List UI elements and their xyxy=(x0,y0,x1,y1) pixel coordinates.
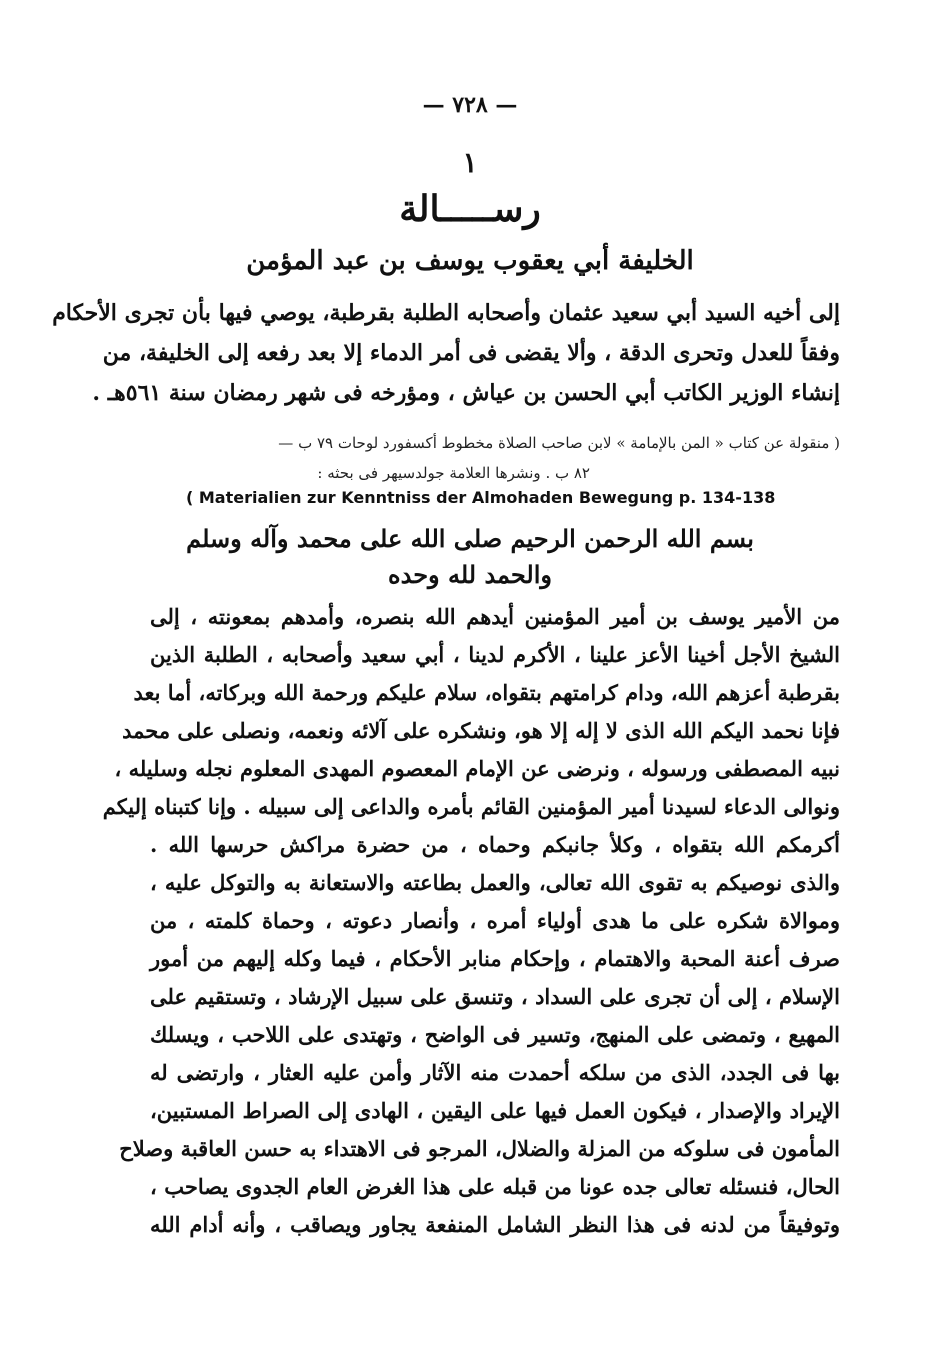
page-number: — ٧٢٨ — xyxy=(422,92,518,118)
document-number: ١ xyxy=(462,146,478,179)
summary-line: إنشاء الوزير الكاتب أبي الحسن بن عياش ، ومؤرخه فى شهر رمضان سنة ٥٦١هـ . xyxy=(92,380,840,406)
body-line: بقرطبة أعزهم الله، ودام كرامتهم بتقواه، سلام عليكم ورحمة الله وبركاته، أما بعد xyxy=(133,680,840,705)
body-line: ونوالى الدعاء لسيدنا أمير المؤمنين القائم بأمره والداعى إلى سبيله . وإنا كتبناه إليكم xyxy=(102,794,840,819)
body-line: المهيع ، وتمضى على المنهج، وتسير فى الواضح ، وتهتدى على اللاحب ، ويسلك xyxy=(150,1022,840,1047)
body-line: المأمون فى سلوكه من المزلة والضلال، المرجو فى الاهتداء به حسن العاقبة وصلاح xyxy=(119,1136,840,1161)
body-line: نبيه المصطفى ورسوله ، ونرضى عن الإمام المعصوم المهدى المعلوم نجله وسليله ، xyxy=(114,756,840,781)
body-line: الحال، فنسئله تعالى جده عونا من قبله على هذا الغرض العام الجدوى يصاحب ، xyxy=(150,1174,840,1199)
summary-line: وفقاً للعدل وتحرى الدقة ، وألا يقضى فى أمر الدماء إلا بعد رفعه إلى الخليفة، من xyxy=(102,340,840,366)
source-note-line: ( منقولة عن كتاب « المن بالإمامة » لابن صاحب الصلاة مخطوط أكسفورد لوحات ٧٩ ب — xyxy=(278,434,840,452)
body-line: بها فى الجدد، الذى من سلكه أحمدت منه الآثار وأمن عليه العثار ، وارتضى له xyxy=(150,1060,840,1085)
body-line: فإنا نحمد اليكم الله الذى لا إله إلا هو، ونشكره على آلائه ونعمه، ونصلى على محمد xyxy=(122,718,840,743)
body-line: أكرمكم الله بتقواه ، وكلأ جانبكم وحماه ، من حضرة مراكش حرسها الله . xyxy=(150,832,840,857)
source-note-line: ٨٢ ب . ونشرها العلامة جولدسيهر فى بحثه : xyxy=(317,464,590,482)
body-line: والذى نوصيكم به تقوى الله تعالى، والعمل بطاعته والاستعانة به والتوكل عليه ، xyxy=(150,870,840,895)
document-title: رســـــالة xyxy=(399,188,541,230)
basmala-line: بسم الله الرحمن الرحيم صلى الله على محمد وآله وسلم xyxy=(186,524,754,553)
document-subtitle: الخليفة أبي يعقوب يوسف بن عبد المؤمن xyxy=(246,246,694,276)
body-line: صرف أعنة المحبة والاهتمام ، وإحكام منابر الأحكام ، فيما وكله إليهم من أمور xyxy=(150,946,840,971)
body-line: وموالاة شكره على ما هدى أولياء أمره ، وأنصار دعوته ، وحماة كلمته ، من xyxy=(150,908,840,933)
body-line: من الأمير يوسف بن أمير المؤمنين أيدهم الله بنصره، وأمدهم بمعونته ، إلى xyxy=(150,604,840,629)
body-line: الشيخ الأجل أخينا الأعز علينا ، الأكرم لدينا ، أبي سعيد وأصحابه ، الطلبة الذين xyxy=(150,642,840,667)
hamdala-line: والحمد لله وحده xyxy=(388,560,552,589)
body-line: الإسلام ، إلى أن تجرى على السداد ، وتنسق على سبيل الإرشاد ، وتستقيم على xyxy=(150,984,840,1009)
summary-line: إلى أخيه السيد أبي سعيد عثمان وأصحابه الطلبة بقرطبة، يوصي فيها بأن تجرى الأحكام xyxy=(52,300,840,326)
body-line: الإيراد والإصدار ، فيكون العمل فيها على اليقين ، الهادى إلى الصراط المستبين، xyxy=(150,1098,840,1123)
latin-reference: ( Materialien zur Kenntniss der Almohaden Bewegung p. 134-138 xyxy=(186,488,776,507)
body-line: وتوفيقاً من لدنه فى هذا النظر الشامل المنفعة يجاور ويصاقب ، وأنه أدام الله xyxy=(150,1212,840,1237)
